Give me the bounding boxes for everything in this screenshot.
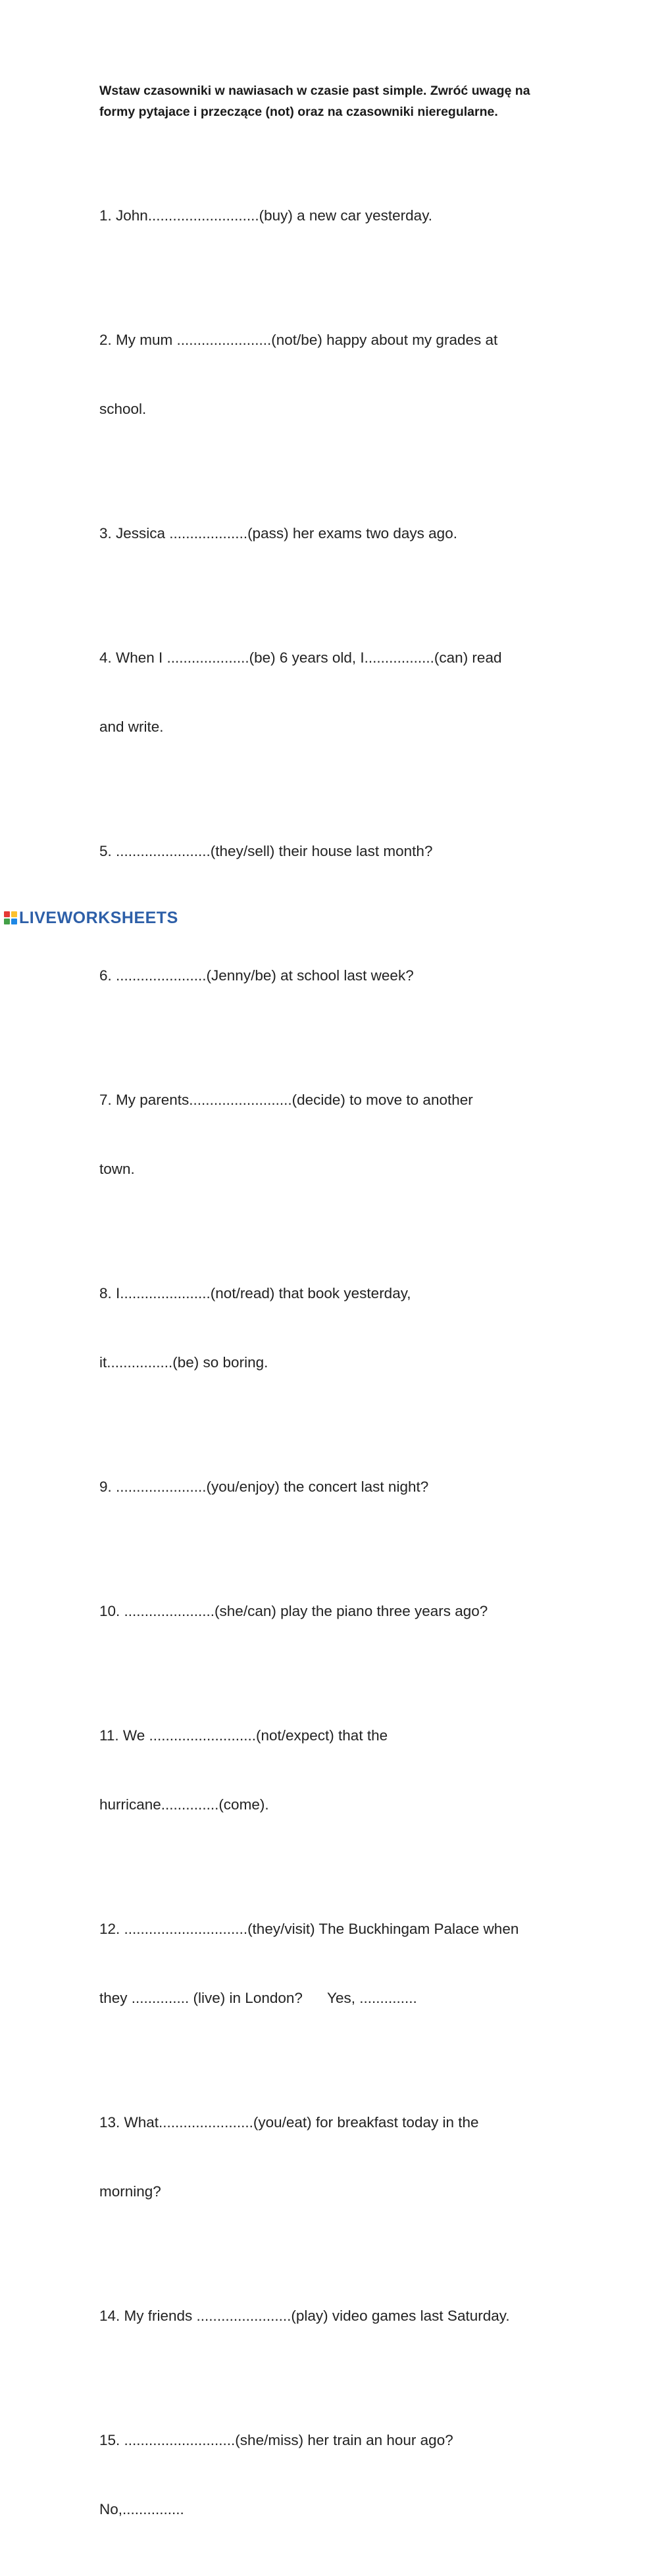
exercise-line: 2. My mum .......................(not/be) happy about my grades at: [99, 332, 498, 348]
exercise-line: 14. My friends .......................(play) video games last Saturday.: [99, 2308, 510, 2324]
exercise-item-3: [99, 476, 563, 591]
exercise-line: 5. .......................(they/sell) their house last month?: [99, 843, 433, 859]
exercise-item-8: [99, 1236, 563, 1420]
exercise-line: 6. ......................(Jenny/be) at school last week?: [99, 967, 414, 984]
exercise-line: 9. ......................(you/enjoy) the concert last night?: [99, 1478, 429, 1495]
logo-block-blue: [11, 919, 17, 924]
exercise-line: 12. ..............................(they/visit) The Buckhingam Palace when: [99, 1921, 519, 1937]
logo-block-green: [4, 919, 10, 924]
logo-blocks-icon: [4, 911, 17, 924]
exercise-line: 8. I......................(not/read) that book yesterday,: [99, 1285, 411, 1301]
exercise-line: 3. Jessica ...................(pass) her exams two days ago.: [99, 525, 457, 542]
exercise-item-9: [99, 1429, 563, 1544]
exercise-item-6: [99, 918, 563, 1033]
exercise-item-2: [99, 282, 563, 467]
exercise-line: 7. My parents.........................(decide) to move to another: [99, 1092, 473, 1108]
exercise-item-5: [99, 794, 563, 909]
exercise-item-12: [99, 1871, 563, 2056]
exercise-item-4: [99, 600, 563, 784]
exercise-line: 13. What.......................(you/eat) for breakfast today in the: [99, 2114, 479, 2131]
exercise-line: 11. We ..........................(not/expect) that the: [99, 1727, 388, 1744]
exercise-line: and write.: [99, 719, 164, 735]
exercise-list: [99, 158, 563, 2576]
exercise-line: town.: [99, 1161, 135, 1177]
exercise-item-11: [99, 1678, 563, 1862]
exercise-line: school.: [99, 401, 147, 417]
exercise-line: it................(be) so boring.: [99, 1354, 268, 1371]
exercise-item-10: [99, 1553, 563, 1669]
exercise-line: No,...............: [99, 2501, 184, 2517]
exercise-item-14: [99, 2258, 563, 2373]
exercise-line: 1. John...........................(buy) a new car yesterday.: [99, 207, 433, 224]
logo-block-red: [4, 911, 10, 917]
exercise-line: they .............. (live) in London? Yes, ..............: [99, 1990, 417, 2006]
instructions-line: formy pytajace i przeczące (not) oraz na czasowniki nieregularne.: [99, 105, 498, 119]
instructions-line: Wstaw czasowniki w nawiasach w czasie past simple. Zwróć uwagę na: [99, 84, 530, 98]
logo-text: LIVEWORKSHEETS: [19, 908, 178, 927]
liveworksheets-logo[interactable]: [4, 909, 178, 927]
exercise-item-7: [99, 1042, 563, 1226]
exercise-line: 4. When I ....................(be) 6 years old, I.................(can) read: [99, 649, 502, 666]
exercise-line: 15. ...........................(she/miss) her train an hour ago?: [99, 2432, 453, 2448]
exercise-line: morning?: [99, 2183, 161, 2200]
exercise-item-13: [99, 2065, 563, 2249]
instructions: [99, 80, 573, 122]
exercise-line: hurricane..............(come).: [99, 1796, 269, 1813]
exercise-item-15: [99, 2383, 563, 2567]
exercise-line: 10. ......................(she/can) play the piano three years ago?: [99, 1603, 488, 1619]
exercise-item-1: [99, 158, 563, 273]
logo-block-yellow: [11, 911, 17, 917]
